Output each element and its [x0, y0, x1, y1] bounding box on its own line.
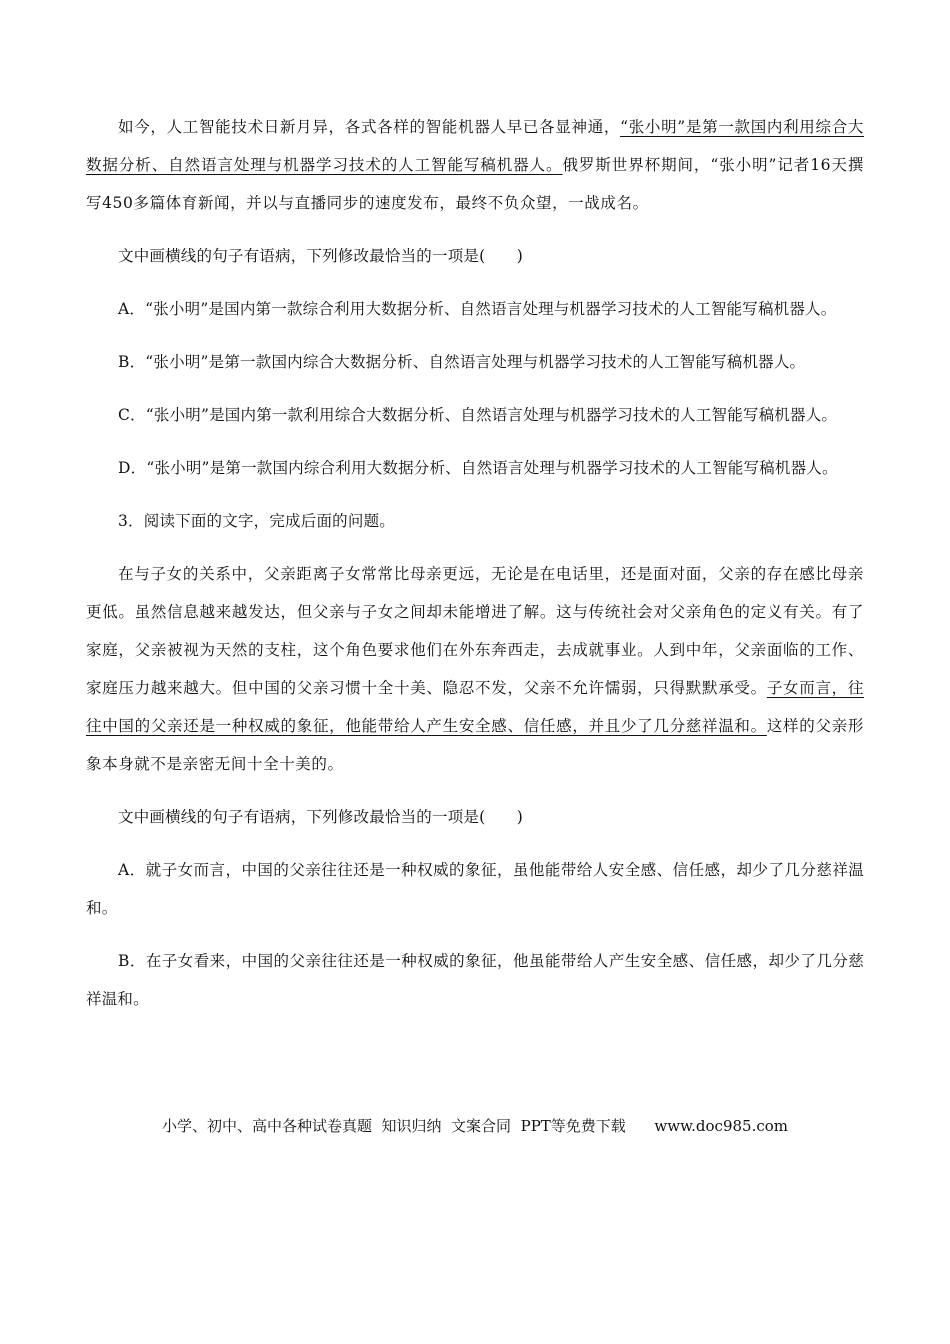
q3-question: 文中画横线的句子有语病，下列修改最恰当的一项是( )	[118, 808, 523, 826]
q3-option-b: B．在子女看来，中国的父亲往往还是一种权威的象征，他虽能带给人产生安全感、信任感，却少了几分慈祥温和。	[86, 952, 864, 1008]
q2-option-b: B．“张小明”是第一款国内综合大数据分析、自然语言处理与机器学习技术的人工智能写稿机器人。	[118, 353, 806, 371]
q2-option-d: D．“张小明”是第一款国内综合利用大数据分析、自然语言处理与机器学习技术的人工智能写稿机器人。	[118, 459, 838, 477]
footer-text: 小学、初中、高中各种试卷真题 知识归纳 文案合同 PPT等免费下载	[161, 1117, 626, 1135]
q2-passage-after: 俄罗斯世界杯期间，“张小明”记者16天撰写450多篇体育新闻，并以与直播同步的速度发布，最终不负众望，一战成名。	[86, 156, 864, 212]
q3-heading: 3．阅读下面的文字，完成后面的问题。	[118, 512, 395, 530]
q3-passage-before: 在与子女的关系中，父亲距离子女常常比母亲更远，无论是在电话里，还是面对面，父亲的存在感比母亲更低。虽然信息越来越发达，但父亲与子女之间却未能增进了解。这与传统社会对父亲角色的定义有关。有了家庭，父亲被视为天然的支柱，这个角色要求他们在外东奔西走，去成就事业。人到中年，父亲面临的工作、家庭压力越来越大。但中国的父亲习惯十全十美、隐忍不发，父亲不允许懦弱，只得默默承受。	[86, 565, 864, 697]
q3-passage-after: 这样的父亲形象本身就不是亲密无间十全十美的。	[86, 717, 864, 773]
q2-passage-underlined-sentence: “张小明”是第一款国内利用综合大数据分析、自然语言处理与机器学习技术的人工智能写稿机器人。	[86, 118, 864, 174]
q3-option-a: A．就子女而言，中国的父亲往往还是一种权威的象征，虽他能带给人安全感、信任感，却少了几分慈祥温和。	[86, 861, 864, 917]
q2-passage	[86, 108, 864, 222]
q2-option-a: A．“张小明”是国内第一款综合利用大数据分析、自然语言处理与机器学习技术的人工智能写稿机器人。	[118, 300, 837, 318]
q3-passage	[86, 555, 864, 783]
q2-option-c: C．“张小明”是国内第一款利用综合大数据分析、自然语言处理与机器学习技术的人工智能写稿机器人。	[118, 406, 838, 424]
q2-question: 文中画横线的句子有语病，下列修改最恰当的一项是( )	[118, 247, 523, 265]
q3-passage-underlined-sentence: 子女而言，往往中国的父亲还是一种权威的象征，他能带给人产生安全感、信任感，并且少了几分慈祥温和。	[86, 679, 864, 735]
page-footer	[0, 1114, 950, 1138]
q2-passage-before: 如今，人工智能技术日新月异，各式各样的智能机器人早已各显神通，	[118, 118, 621, 136]
footer-url[interactable]: www.doc985.com	[654, 1117, 788, 1135]
document-page	[86, 108, 864, 1033]
